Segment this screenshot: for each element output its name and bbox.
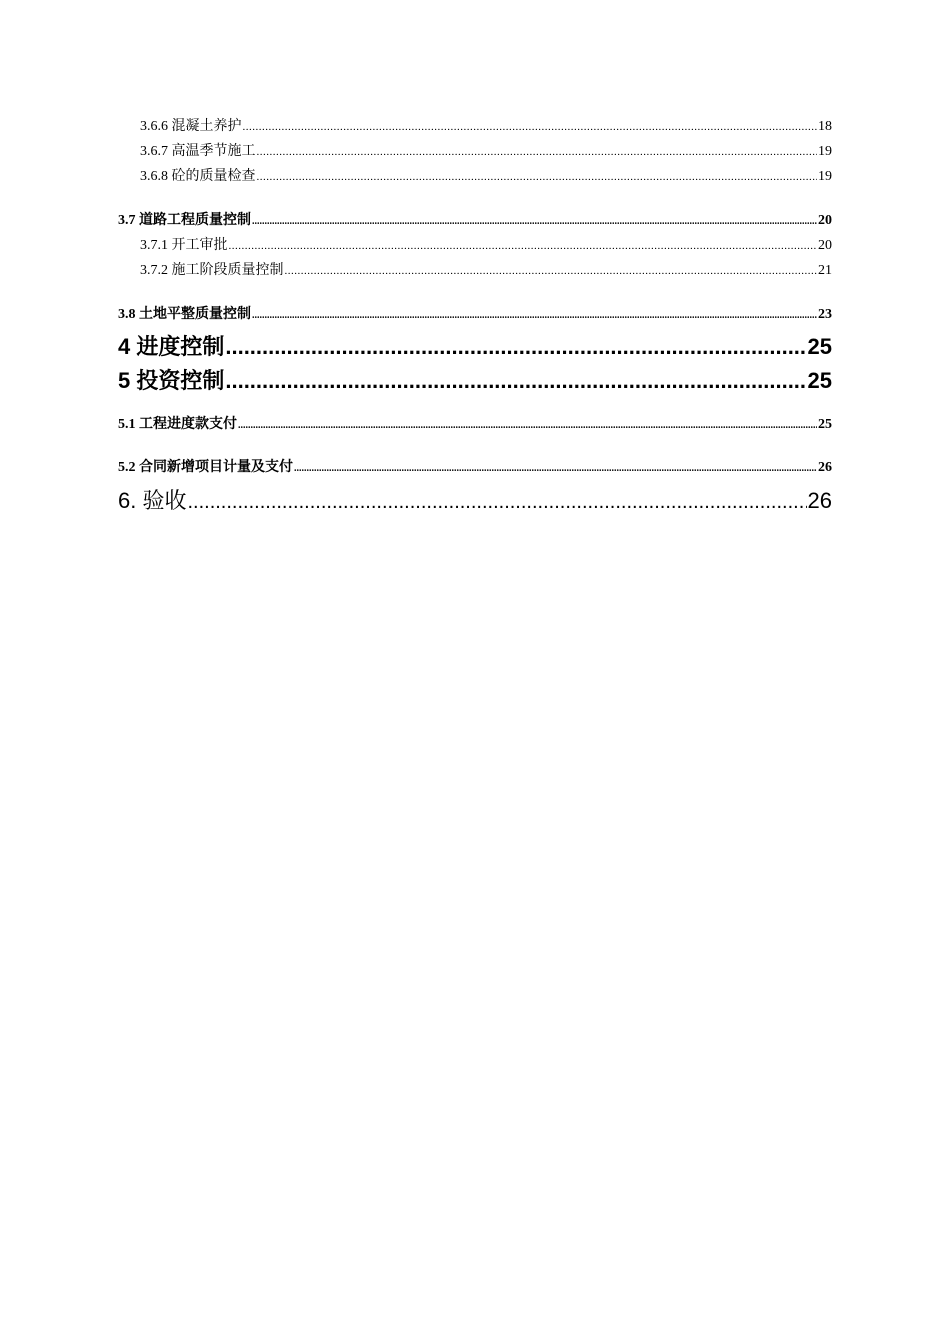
toc-leader-dots xyxy=(257,144,818,160)
toc-entry-label: 5 投资控制 xyxy=(118,368,225,393)
toc-entry-page: 26 xyxy=(818,460,832,475)
toc-entry-page: 19 xyxy=(818,169,832,184)
toc-entry[interactable] xyxy=(118,484,832,515)
toc-entry-label: 6. 验收 xyxy=(118,488,187,513)
toc-entry[interactable] xyxy=(118,209,832,229)
toc-entry[interactable] xyxy=(140,234,832,254)
toc-leader-dots xyxy=(257,169,818,185)
toc-entry[interactable] xyxy=(118,364,832,395)
toc-entry-page: 18 xyxy=(818,119,832,134)
toc-entry-page: 23 xyxy=(818,307,832,322)
toc-entry[interactable] xyxy=(118,456,832,476)
toc-leader-dots xyxy=(225,368,806,394)
toc-entry[interactable] xyxy=(118,330,832,361)
toc-leader-dots xyxy=(187,488,806,514)
toc-entry-page: 25 xyxy=(818,417,832,432)
toc-leader-dots xyxy=(252,307,817,323)
toc-entry[interactable] xyxy=(140,259,832,279)
toc-leader-dots xyxy=(252,213,817,229)
toc-leader-dots xyxy=(294,460,817,476)
toc-entry-label: 3.7.2 施工阶段质量控制 xyxy=(140,263,284,278)
toc-entry[interactable] xyxy=(140,140,832,160)
toc-entry[interactable] xyxy=(118,413,832,433)
toc-entry-label: 3.7.1 开工审批 xyxy=(140,238,228,253)
toc-entry-page: 25 xyxy=(807,334,832,359)
toc-entry-label: 5.1 工程进度款支付 xyxy=(118,417,237,432)
toc-entry-page: 19 xyxy=(818,144,832,159)
toc-entry[interactable] xyxy=(140,165,832,185)
toc-entry-page: 25 xyxy=(807,368,832,393)
toc-entry-page: 20 xyxy=(818,213,832,228)
toc-entry-label: 4 进度控制 xyxy=(118,334,225,359)
toc-entry-label: 3.6.7 高温季节施工 xyxy=(140,144,256,159)
toc-entry[interactable] xyxy=(118,303,832,323)
toc-entry-label: 5.2 合同新增项目计量及支付 xyxy=(118,460,293,475)
toc-entry[interactable] xyxy=(140,115,832,135)
toc-entry-label: 3.6.6 混凝土养护 xyxy=(140,119,242,134)
toc-entry-label: 3.6.8 砼的质量检查 xyxy=(140,169,256,184)
toc-entry-label: 3.7 道路工程质量控制 xyxy=(118,213,251,228)
toc-leader-dots xyxy=(238,417,817,433)
toc-leader-dots xyxy=(225,334,806,360)
toc-leader-dots xyxy=(285,263,818,279)
toc-entry-label: 3.8 土地平整质量控制 xyxy=(118,307,251,322)
toc-leader-dots xyxy=(229,238,818,254)
toc-leader-dots xyxy=(243,119,818,135)
toc-entry-page: 21 xyxy=(818,263,832,278)
toc-entry-page: 20 xyxy=(818,238,832,253)
toc-entry-page: 26 xyxy=(807,488,832,513)
